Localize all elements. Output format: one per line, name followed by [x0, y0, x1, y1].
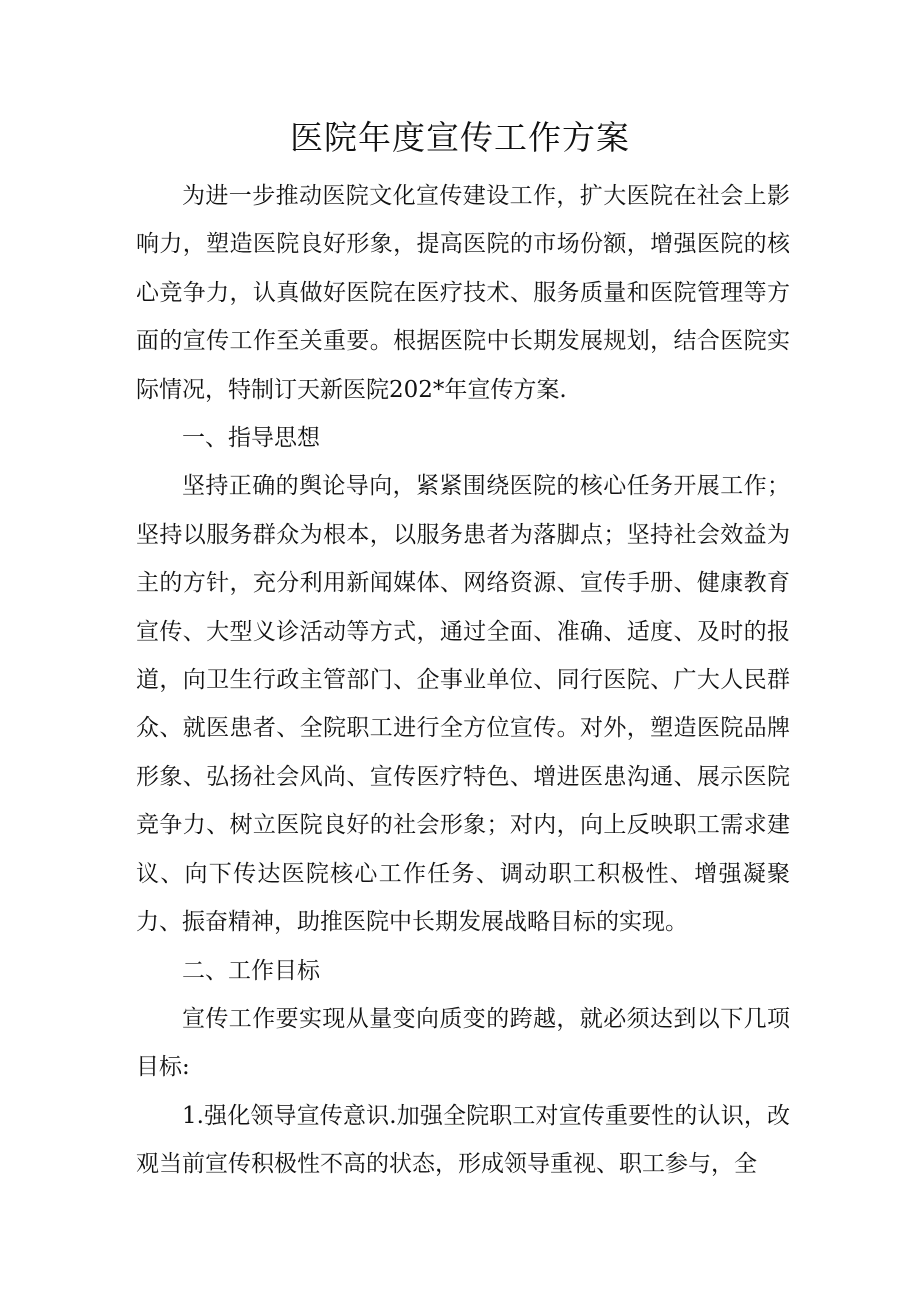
document-body — [136, 172, 790, 1189]
section-heading-guiding-ideology: 一、指导思想 — [182, 425, 320, 452]
work-goals-paragraph: 宣传工作要实现从量变向质变的跨越，就必须达到以下几项目标: — [136, 1005, 790, 1081]
section-heading-work-goals: 二、工作目标 — [182, 957, 320, 984]
intro-paragraph: 为进一步推动医院文化宣传建设工作，扩大医院在社会上影响力，塑造医院良好形象，提高医院的市场份额，增强医院的核心竞争力，认真做好医院在医疗技术、服务质量和医院管理等方面的宣传工作至关重要。根据医院中长期发展规划，结合医院实际情况，特制订天新医院202*年宣传方案. — [136, 183, 790, 403]
goal-item-1-paragraph: 1.强化领导宣传意识.加强全院职工对宣传重要性的认识，改观当前宣传积极性不高的状态，形成领导重视、职工参与，全 — [136, 1102, 790, 1178]
document-title: 医院年度宣传工作方案 — [290, 118, 630, 157]
guiding-ideology-paragraph: 坚持正确的舆论导向，紧紧围绕医院的核心任务开展工作；坚持以服务群众为根本，以服务患者为落脚点；坚持社会效益为主的方针，充分利用新闻媒体、网络资源、宣传手册、健康教育宣传、大型义诊活动等方式，通过全面、准确、适度、及时的报道，向卫生行政主管部门、企事业单位、同行医院、广大人民群众、就医患者、全院职工进行全方位宣传。对外，塑造医院品牌形象、弘扬社会风尚、宣传医疗特色、增进医患沟通、展示医院竞争力、树立医院良好的社会形象；对内，向上反映职工需求建议、向下传达医院核心工作任务、调动职工积极性、增强凝聚力、振奋精神，助推医院中长期发展战略目标的实现。 — [136, 473, 790, 936]
